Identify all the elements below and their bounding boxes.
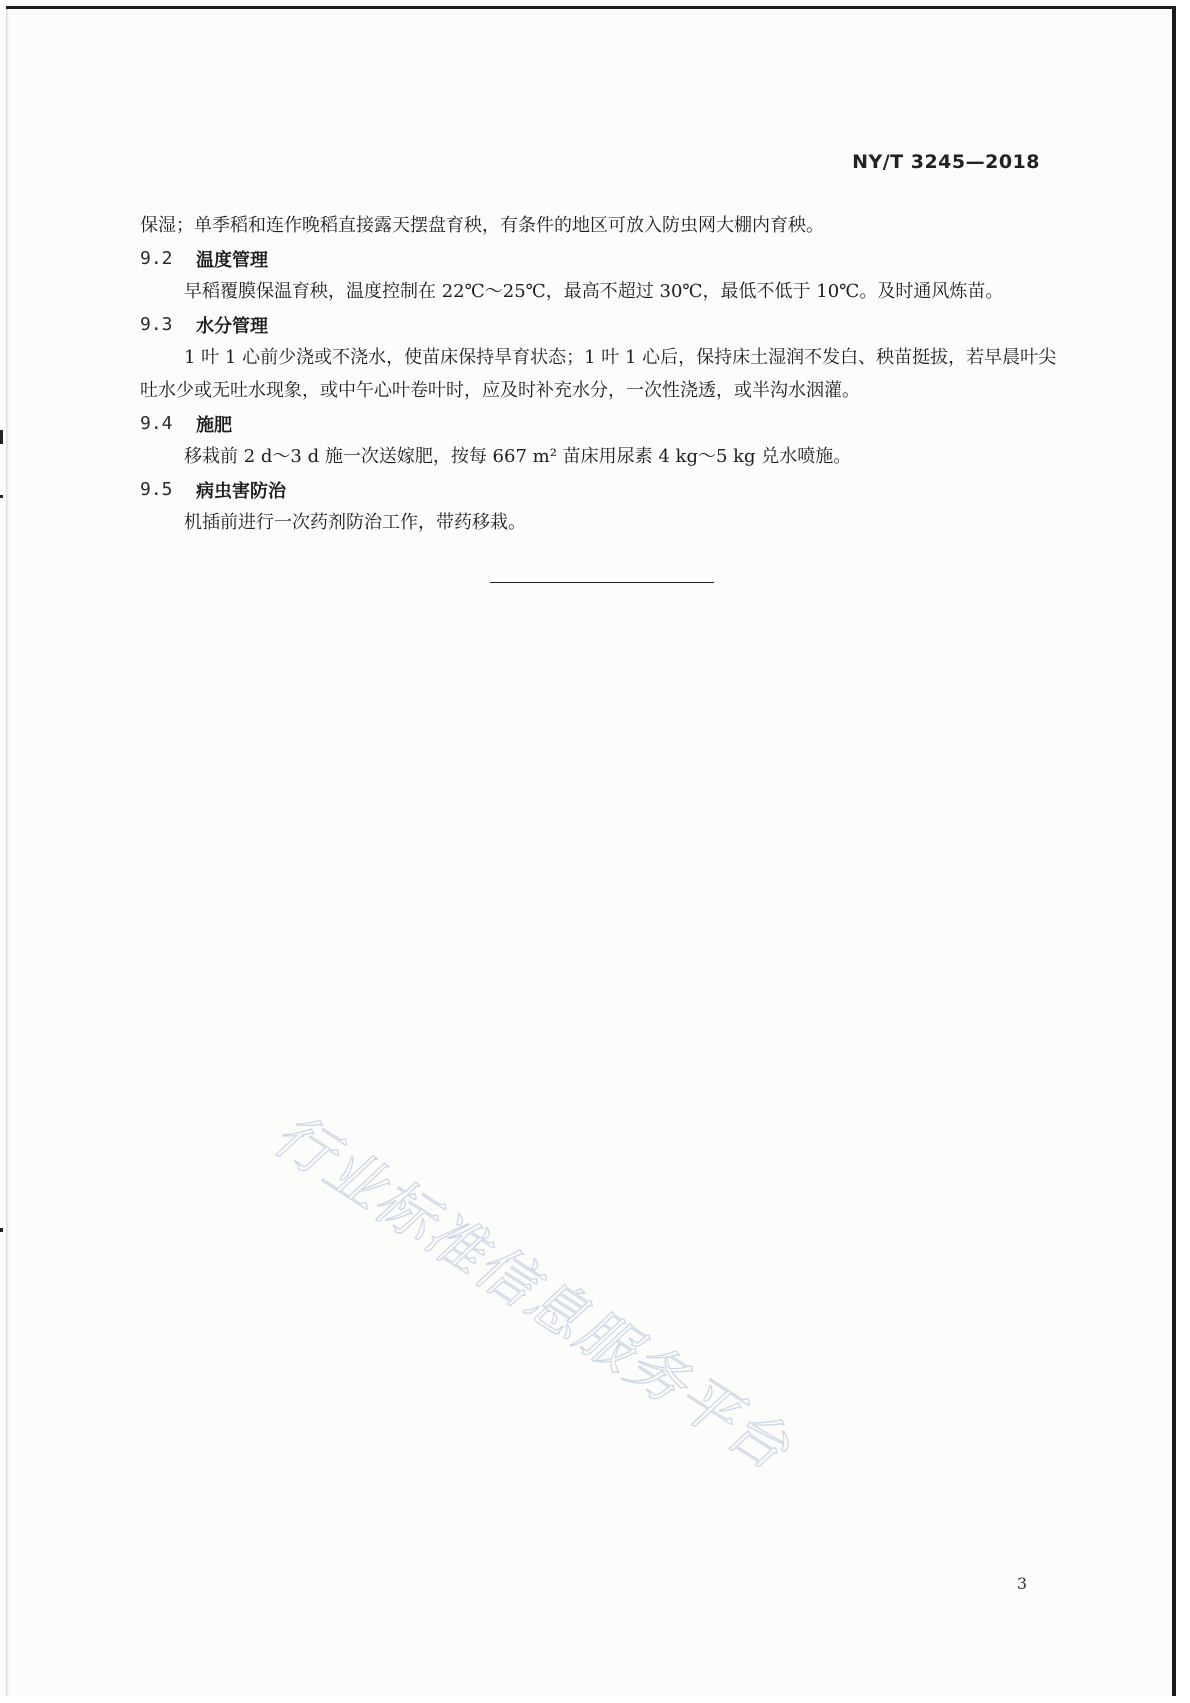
scan-shadow: [6, 9, 9, 1696]
section-heading: [140, 308, 1070, 341]
section-heading: [140, 473, 1070, 506]
section-number: 9.5: [140, 479, 173, 500]
scan-artifact-mark: [0, 430, 3, 444]
section-title: 水分管理: [196, 315, 268, 337]
section-9-4: [140, 407, 1070, 473]
section-title: 病虫害防治: [196, 480, 286, 502]
section-number: 9.3: [140, 314, 173, 335]
scan-artifact-mark: [0, 1228, 3, 1232]
section-heading: [140, 242, 1070, 275]
section-number: 9.2: [140, 248, 173, 269]
section-paragraph: 1 叶 1 心前少浇或不浇水，使苗床保持旱育状态；1 叶 1 心后，保持床土湿润不发白、秧苗挺拔，若早晨叶尖吐水少或无吐水现象，或中午心叶卷叶时，应及时补充水分，一次性浇透，或半沟水洇灌。: [140, 347, 1057, 401]
scan-artifact-mark: [0, 495, 3, 498]
section-paragraph: 早稻覆膜保温育秧，温度控制在 22℃～25℃，最高不超过 30℃，最低不低于 10℃。及时通风炼苗。: [184, 281, 1004, 302]
document-page: [6, 6, 1176, 1696]
section-9-5: [140, 473, 1070, 539]
page-content: [140, 209, 1070, 539]
section-title: 温度管理: [196, 249, 268, 271]
section-number: 9.4: [140, 413, 173, 434]
section-paragraph: 机插前进行一次药剂防治工作，带药移栽。: [184, 512, 526, 533]
section-9-2: [140, 242, 1070, 308]
section-paragraph: 移栽前 2 d～3 d 施一次送嫁肥，按每 667 m² 苗床用尿素 4 kg～5 kg 兑水喷施。: [184, 446, 852, 467]
standard-code: NY/T 3245—2018: [852, 151, 1040, 173]
end-of-document-rule: [490, 582, 714, 583]
page-number: 3: [1016, 1574, 1027, 1593]
section-title: 施肥: [196, 414, 232, 436]
watermark: 行业标准信息服务平台: [261, 1099, 803, 1484]
section-heading: [140, 407, 1070, 440]
section-9-3: [140, 308, 1070, 407]
continuation-paragraph: 保湿；单季稻和连作晚稻直接露天摆盘育秧，有条件的地区可放入防虫网大棚内育秧。: [140, 215, 824, 236]
